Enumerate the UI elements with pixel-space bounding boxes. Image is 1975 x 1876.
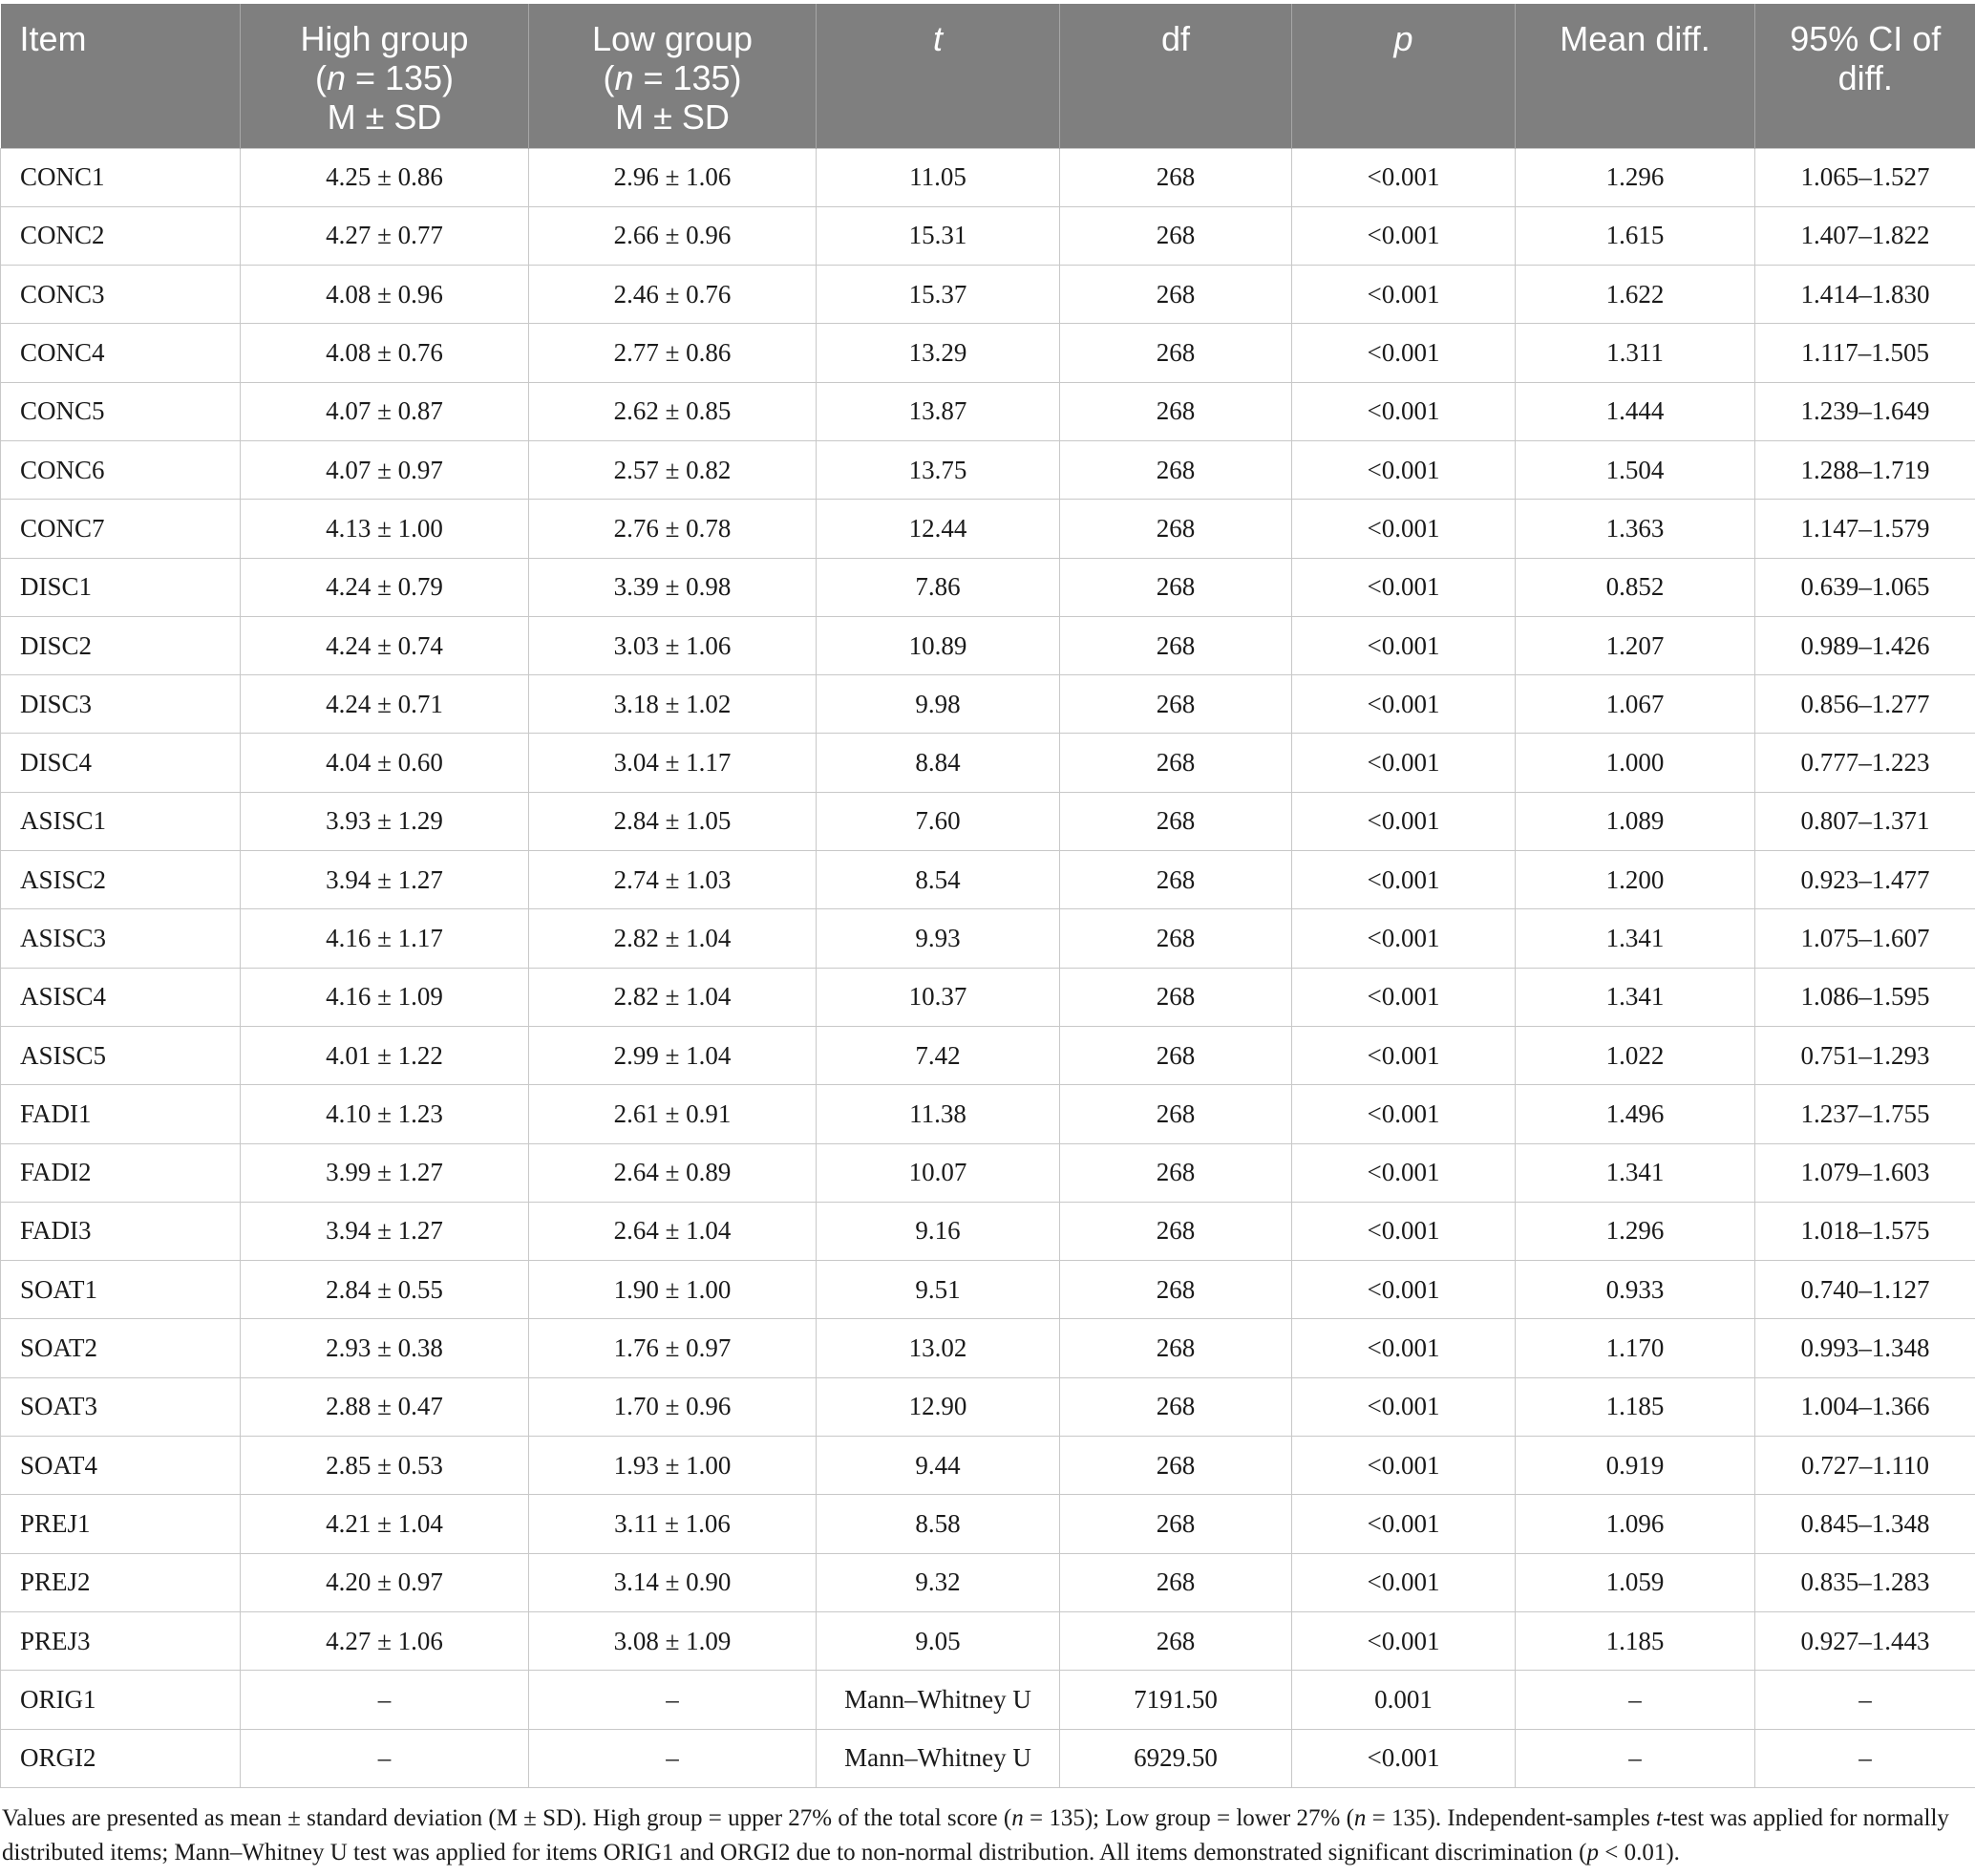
cell-df: 268 (1060, 1377, 1292, 1436)
table-row (1, 1377, 1975, 1436)
cell-ci-diff: 1.079–1.603 (1755, 1143, 1975, 1202)
cell-t: 9.32 (817, 1553, 1060, 1611)
cell-item: SOAT1 (1, 1261, 241, 1319)
cell-ci-diff: – (1755, 1671, 1975, 1729)
header-high-group (241, 4, 529, 148)
header-high-group-line: (n = 135) (314, 58, 455, 97)
header-ci-diff-line: diff. (1837, 58, 1893, 97)
cell-item: ASISC2 (1, 851, 241, 909)
table-row (1, 440, 1975, 499)
cell-mean-diff: 1.185 (1516, 1611, 1755, 1670)
cell-p: <0.001 (1292, 1611, 1516, 1670)
cell-t: 9.05 (817, 1611, 1060, 1670)
cell-item: DISC1 (1, 558, 241, 616)
cell-item: SOAT3 (1, 1377, 241, 1436)
cell-mean-diff: 1.022 (1516, 1026, 1755, 1084)
cell-p: <0.001 (1292, 148, 1516, 206)
cell-ci-diff: 0.993–1.348 (1755, 1319, 1975, 1377)
cell-low-group: 3.14 ± 0.90 (529, 1553, 817, 1611)
footnote-segment: Values are presented as mean ± standard deviation (M ± SD). High group = upper 27% of the total score ( (2, 1805, 1012, 1831)
footnote-segment: p (1586, 1840, 1599, 1865)
cell-ci-diff: 0.727–1.110 (1755, 1437, 1975, 1495)
cell-item: CONC6 (1, 440, 241, 499)
cell-low-group: 2.77 ± 0.86 (529, 324, 817, 382)
cell-high-group: 4.20 ± 0.97 (241, 1553, 529, 1611)
cell-mean-diff: 0.919 (1516, 1437, 1755, 1495)
header-ci-diff-line: 95% CI of (1790, 19, 1942, 58)
cell-mean-diff: 1.341 (1516, 968, 1755, 1026)
cell-t: 11.38 (817, 1085, 1060, 1143)
cell-t: Mann–Whitney U (817, 1671, 1060, 1729)
table-row (1, 1671, 1975, 1729)
cell-df: 268 (1060, 616, 1292, 674)
cell-t: 15.37 (817, 266, 1060, 324)
cell-ci-diff: 1.075–1.607 (1755, 909, 1975, 968)
table-row (1, 266, 1975, 324)
cell-low-group: 1.93 ± 1.00 (529, 1437, 817, 1495)
cell-high-group: 4.27 ± 0.77 (241, 206, 529, 265)
cell-high-group: 3.94 ± 1.27 (241, 1202, 529, 1260)
cell-low-group: – (529, 1671, 817, 1729)
cell-p: <0.001 (1292, 1553, 1516, 1611)
cell-mean-diff: 1.185 (1516, 1377, 1755, 1436)
cell-low-group: 1.70 ± 0.96 (529, 1377, 817, 1436)
cell-p: <0.001 (1292, 1085, 1516, 1143)
cell-ci-diff: 1.117–1.505 (1755, 324, 1975, 382)
cell-df: 268 (1060, 1085, 1292, 1143)
table-row (1, 909, 1975, 968)
cell-p: <0.001 (1292, 909, 1516, 968)
cell-mean-diff: 1.615 (1516, 206, 1755, 265)
cell-t: 8.58 (817, 1495, 1060, 1553)
header-p-line: p (1393, 19, 1413, 58)
cell-t: Mann–Whitney U (817, 1729, 1060, 1787)
header-df (1060, 4, 1292, 148)
cell-item: CONC2 (1, 206, 241, 265)
table-row (1, 1437, 1975, 1495)
table-row (1, 1553, 1975, 1611)
cell-t: 10.07 (817, 1143, 1060, 1202)
cell-ci-diff: 0.835–1.283 (1755, 1553, 1975, 1611)
cell-low-group: 3.11 ± 1.06 (529, 1495, 817, 1553)
cell-mean-diff: 1.622 (1516, 266, 1755, 324)
cell-mean-diff: 1.207 (1516, 616, 1755, 674)
cell-high-group: 4.21 ± 1.04 (241, 1495, 529, 1553)
cell-item: DISC4 (1, 734, 241, 792)
table-row (1, 206, 1975, 265)
cell-low-group: 2.82 ± 1.04 (529, 909, 817, 968)
table-footnote (2, 1801, 1971, 1870)
results-table-container (0, 4, 1975, 1788)
table-row (1, 1085, 1975, 1143)
footnote-segment: n (1011, 1805, 1024, 1831)
cell-t: 11.05 (817, 148, 1060, 206)
cell-low-group: 2.64 ± 1.04 (529, 1202, 817, 1260)
table-row (1, 675, 1975, 734)
cell-high-group: 2.93 ± 0.38 (241, 1319, 529, 1377)
cell-p: <0.001 (1292, 1495, 1516, 1553)
cell-item: ASISC5 (1, 1026, 241, 1084)
cell-p: <0.001 (1292, 1202, 1516, 1260)
table-row (1, 1495, 1975, 1553)
cell-low-group: 2.57 ± 0.82 (529, 440, 817, 499)
cell-p: <0.001 (1292, 1026, 1516, 1084)
footnote-segment: < 0.01). (1598, 1840, 1680, 1865)
header-mean-diff (1516, 4, 1755, 148)
cell-mean-diff: 0.852 (1516, 558, 1755, 616)
header-item-line: Item (19, 19, 87, 58)
cell-high-group: 4.04 ± 0.60 (241, 734, 529, 792)
cell-item: PREJ3 (1, 1611, 241, 1670)
cell-df: 268 (1060, 500, 1292, 558)
cell-t: 9.51 (817, 1261, 1060, 1319)
cell-t: 8.54 (817, 851, 1060, 909)
cell-mean-diff: 1.170 (1516, 1319, 1755, 1377)
cell-t: 13.75 (817, 440, 1060, 499)
cell-item: FADI1 (1, 1085, 241, 1143)
table-row (1, 1026, 1975, 1084)
cell-ci-diff: 1.288–1.719 (1755, 440, 1975, 499)
cell-item: DISC2 (1, 616, 241, 674)
cell-item: DISC3 (1, 675, 241, 734)
cell-high-group: 4.13 ± 1.00 (241, 500, 529, 558)
cell-t: 13.29 (817, 324, 1060, 382)
cell-df: 7191.50 (1060, 1671, 1292, 1729)
cell-t: 13.87 (817, 382, 1060, 440)
cell-df: 268 (1060, 1495, 1292, 1553)
cell-high-group: 4.10 ± 1.23 (241, 1085, 529, 1143)
cell-p: <0.001 (1292, 734, 1516, 792)
cell-ci-diff: 1.004–1.366 (1755, 1377, 1975, 1436)
cell-p: <0.001 (1292, 1319, 1516, 1377)
cell-t: 12.44 (817, 500, 1060, 558)
cell-t: 9.98 (817, 675, 1060, 734)
footnote-segment: t (1656, 1805, 1663, 1831)
cell-df: 268 (1060, 1437, 1292, 1495)
cell-df: 268 (1060, 266, 1292, 324)
cell-low-group: 2.96 ± 1.06 (529, 148, 817, 206)
table-body (1, 148, 1975, 1787)
cell-mean-diff: 1.296 (1516, 148, 1755, 206)
header-high-group-line: M ± SD (327, 97, 442, 137)
cell-high-group: 4.24 ± 0.74 (241, 616, 529, 674)
cell-p: <0.001 (1292, 440, 1516, 499)
cell-t: 12.90 (817, 1377, 1060, 1436)
cell-mean-diff: 1.504 (1516, 440, 1755, 499)
cell-p: <0.001 (1292, 500, 1516, 558)
cell-mean-diff: 1.200 (1516, 851, 1755, 909)
table-row (1, 500, 1975, 558)
cell-t: 9.93 (817, 909, 1060, 968)
cell-item: ORGI2 (1, 1729, 241, 1787)
cell-low-group: 3.18 ± 1.02 (529, 675, 817, 734)
cell-item: CONC1 (1, 148, 241, 206)
cell-item: ASISC4 (1, 968, 241, 1026)
table-row (1, 558, 1975, 616)
cell-low-group: 2.84 ± 1.05 (529, 792, 817, 850)
cell-mean-diff: 1.341 (1516, 909, 1755, 968)
table-row (1, 1611, 1975, 1670)
cell-p: 0.001 (1292, 1671, 1516, 1729)
cell-p: <0.001 (1292, 675, 1516, 734)
cell-df: 268 (1060, 675, 1292, 734)
header-low-group (529, 4, 817, 148)
cell-low-group: 2.74 ± 1.03 (529, 851, 817, 909)
cell-item: SOAT4 (1, 1437, 241, 1495)
header-t-line: t (932, 19, 943, 58)
footnote-segment: = 135); Low group = lower 27% ( (1023, 1805, 1354, 1831)
cell-p: <0.001 (1292, 1261, 1516, 1319)
cell-mean-diff: 1.096 (1516, 1495, 1755, 1553)
cell-t: 8.84 (817, 734, 1060, 792)
header-df-line: df (1160, 19, 1191, 58)
cell-p: <0.001 (1292, 1143, 1516, 1202)
cell-df: 268 (1060, 1202, 1292, 1260)
cell-mean-diff: 1.496 (1516, 1085, 1755, 1143)
cell-ci-diff: 1.239–1.649 (1755, 382, 1975, 440)
cell-p: <0.001 (1292, 851, 1516, 909)
cell-t: 15.31 (817, 206, 1060, 265)
footnote-segment: n (1353, 1805, 1367, 1831)
cell-mean-diff: 1.089 (1516, 792, 1755, 850)
cell-df: 268 (1060, 440, 1292, 499)
cell-mean-diff: – (1516, 1729, 1755, 1787)
cell-df: 268 (1060, 792, 1292, 850)
cell-ci-diff: 1.018–1.575 (1755, 1202, 1975, 1260)
header-t (817, 4, 1060, 148)
cell-low-group: 1.76 ± 0.97 (529, 1319, 817, 1377)
header-item (1, 4, 241, 148)
cell-low-group: 2.66 ± 0.96 (529, 206, 817, 265)
cell-high-group: 4.27 ± 1.06 (241, 1611, 529, 1670)
cell-ci-diff: 0.777–1.223 (1755, 734, 1975, 792)
cell-p: <0.001 (1292, 616, 1516, 674)
cell-low-group: 2.62 ± 0.85 (529, 382, 817, 440)
table-row (1, 382, 1975, 440)
cell-mean-diff: – (1516, 1671, 1755, 1729)
cell-df: 268 (1060, 1026, 1292, 1084)
header-high-group-line: High group (300, 19, 469, 58)
cell-ci-diff: 0.845–1.348 (1755, 1495, 1975, 1553)
table-row (1, 792, 1975, 850)
cell-low-group: 2.46 ± 0.76 (529, 266, 817, 324)
cell-high-group: 4.07 ± 0.97 (241, 440, 529, 499)
cell-t: 7.42 (817, 1026, 1060, 1084)
cell-t: 7.60 (817, 792, 1060, 850)
cell-t: 13.02 (817, 1319, 1060, 1377)
cell-p: <0.001 (1292, 1437, 1516, 1495)
cell-ci-diff: 1.147–1.579 (1755, 500, 1975, 558)
header-low-group-line: Low group (591, 19, 754, 58)
cell-df: 268 (1060, 1319, 1292, 1377)
cell-item: SOAT2 (1, 1319, 241, 1377)
cell-ci-diff: 0.751–1.293 (1755, 1026, 1975, 1084)
cell-mean-diff: 1.296 (1516, 1202, 1755, 1260)
cell-item: ASISC3 (1, 909, 241, 968)
cell-p: <0.001 (1292, 1377, 1516, 1436)
cell-ci-diff: 0.856–1.277 (1755, 675, 1975, 734)
table-row (1, 851, 1975, 909)
cell-item: CONC3 (1, 266, 241, 324)
cell-low-group: 2.76 ± 0.78 (529, 500, 817, 558)
cell-ci-diff: 0.807–1.371 (1755, 792, 1975, 850)
cell-mean-diff: 1.341 (1516, 1143, 1755, 1202)
cell-item: CONC7 (1, 500, 241, 558)
header-row (1, 4, 1975, 148)
cell-high-group: 3.93 ± 1.29 (241, 792, 529, 850)
cell-high-group: – (241, 1671, 529, 1729)
cell-high-group: 4.01 ± 1.22 (241, 1026, 529, 1084)
cell-high-group: 4.08 ± 0.76 (241, 324, 529, 382)
header-p (1292, 4, 1516, 148)
cell-p: <0.001 (1292, 968, 1516, 1026)
cell-high-group: 2.88 ± 0.47 (241, 1377, 529, 1436)
cell-ci-diff: – (1755, 1729, 1975, 1787)
table-row (1, 324, 1975, 382)
cell-t: 10.89 (817, 616, 1060, 674)
cell-ci-diff: 1.407–1.822 (1755, 206, 1975, 265)
cell-df: 268 (1060, 324, 1292, 382)
header-low-group-line: M ± SD (615, 97, 730, 137)
cell-high-group: – (241, 1729, 529, 1787)
table-row (1, 968, 1975, 1026)
cell-t: 9.16 (817, 1202, 1060, 1260)
cell-low-group: 3.08 ± 1.09 (529, 1611, 817, 1670)
cell-df: 268 (1060, 1261, 1292, 1319)
cell-t: 10.37 (817, 968, 1060, 1026)
cell-p: <0.001 (1292, 558, 1516, 616)
cell-item: FADI2 (1, 1143, 241, 1202)
table-row (1, 1319, 1975, 1377)
cell-low-group: 2.99 ± 1.04 (529, 1026, 817, 1084)
table-row (1, 1729, 1975, 1787)
cell-t: 9.44 (817, 1437, 1060, 1495)
cell-df: 268 (1060, 1611, 1292, 1670)
cell-df: 268 (1060, 968, 1292, 1026)
cell-mean-diff: 1.444 (1516, 382, 1755, 440)
cell-p: <0.001 (1292, 792, 1516, 850)
cell-high-group: 4.24 ± 0.79 (241, 558, 529, 616)
cell-ci-diff: 1.414–1.830 (1755, 266, 1975, 324)
cell-mean-diff: 1.363 (1516, 500, 1755, 558)
discrimination-table (0, 4, 1975, 1788)
cell-p: <0.001 (1292, 266, 1516, 324)
cell-high-group: 2.85 ± 0.53 (241, 1437, 529, 1495)
cell-low-group: 2.64 ± 0.89 (529, 1143, 817, 1202)
cell-ci-diff: 0.989–1.426 (1755, 616, 1975, 674)
cell-item: PREJ1 (1, 1495, 241, 1553)
cell-mean-diff: 1.000 (1516, 734, 1755, 792)
cell-mean-diff: 1.067 (1516, 675, 1755, 734)
cell-p: <0.001 (1292, 206, 1516, 265)
cell-low-group: 3.03 ± 1.06 (529, 616, 817, 674)
cell-low-group: 2.61 ± 0.91 (529, 1085, 817, 1143)
cell-ci-diff: 0.639–1.065 (1755, 558, 1975, 616)
cell-high-group: 4.07 ± 0.87 (241, 382, 529, 440)
cell-ci-diff: 0.923–1.477 (1755, 851, 1975, 909)
footnote-segment: -test was applied for normally distributed items; Mann–Whitney U test was applied for items ORIG1 and ORGI2 due to non-normal distribution. All items demonstrated significant discrimination ( (2, 1805, 1949, 1865)
cell-high-group: 4.24 ± 0.71 (241, 675, 529, 734)
cell-high-group: 4.16 ± 1.09 (241, 968, 529, 1026)
cell-item: ORIG1 (1, 1671, 241, 1729)
cell-ci-diff: 0.740–1.127 (1755, 1261, 1975, 1319)
cell-df: 6929.50 (1060, 1729, 1292, 1787)
header-mean-diff-line: Mean diff. (1560, 19, 1710, 58)
cell-ci-diff: 1.065–1.527 (1755, 148, 1975, 206)
cell-high-group: 3.94 ± 1.27 (241, 851, 529, 909)
cell-df: 268 (1060, 851, 1292, 909)
cell-high-group: 4.08 ± 0.96 (241, 266, 529, 324)
table-row (1, 734, 1975, 792)
cell-p: <0.001 (1292, 324, 1516, 382)
header-ci-diff (1755, 4, 1975, 148)
table-row (1, 616, 1975, 674)
cell-df: 268 (1060, 148, 1292, 206)
cell-mean-diff: 0.933 (1516, 1261, 1755, 1319)
footnote-segment: = 135). Independent-samples (1366, 1805, 1657, 1831)
cell-item: ASISC1 (1, 792, 241, 850)
cell-high-group: 3.99 ± 1.27 (241, 1143, 529, 1202)
cell-low-group: 3.39 ± 0.98 (529, 558, 817, 616)
table-header (1, 4, 1975, 148)
table-row (1, 1143, 1975, 1202)
cell-mean-diff: 1.311 (1516, 324, 1755, 382)
cell-df: 268 (1060, 734, 1292, 792)
cell-df: 268 (1060, 909, 1292, 968)
table-row (1, 1261, 1975, 1319)
cell-low-group: 2.82 ± 1.04 (529, 968, 817, 1026)
cell-item: PREJ2 (1, 1553, 241, 1611)
cell-df: 268 (1060, 206, 1292, 265)
cell-high-group: 4.16 ± 1.17 (241, 909, 529, 968)
cell-ci-diff: 1.237–1.755 (1755, 1085, 1975, 1143)
cell-ci-diff: 1.086–1.595 (1755, 968, 1975, 1026)
cell-high-group: 2.84 ± 0.55 (241, 1261, 529, 1319)
header-low-group-line: (n = 135) (603, 58, 742, 97)
cell-high-group: 4.25 ± 0.86 (241, 148, 529, 206)
cell-item: FADI3 (1, 1202, 241, 1260)
cell-ci-diff: 0.927–1.443 (1755, 1611, 1975, 1670)
cell-df: 268 (1060, 1553, 1292, 1611)
table-row (1, 148, 1975, 206)
cell-item: CONC5 (1, 382, 241, 440)
cell-df: 268 (1060, 558, 1292, 616)
cell-p: <0.001 (1292, 1729, 1516, 1787)
cell-p: <0.001 (1292, 382, 1516, 440)
cell-df: 268 (1060, 1143, 1292, 1202)
cell-item: CONC4 (1, 324, 241, 382)
cell-low-group: 3.04 ± 1.17 (529, 734, 817, 792)
cell-mean-diff: 1.059 (1516, 1553, 1755, 1611)
table-row (1, 1202, 1975, 1260)
cell-low-group: 1.90 ± 1.00 (529, 1261, 817, 1319)
cell-low-group: – (529, 1729, 817, 1787)
cell-t: 7.86 (817, 558, 1060, 616)
cell-df: 268 (1060, 382, 1292, 440)
